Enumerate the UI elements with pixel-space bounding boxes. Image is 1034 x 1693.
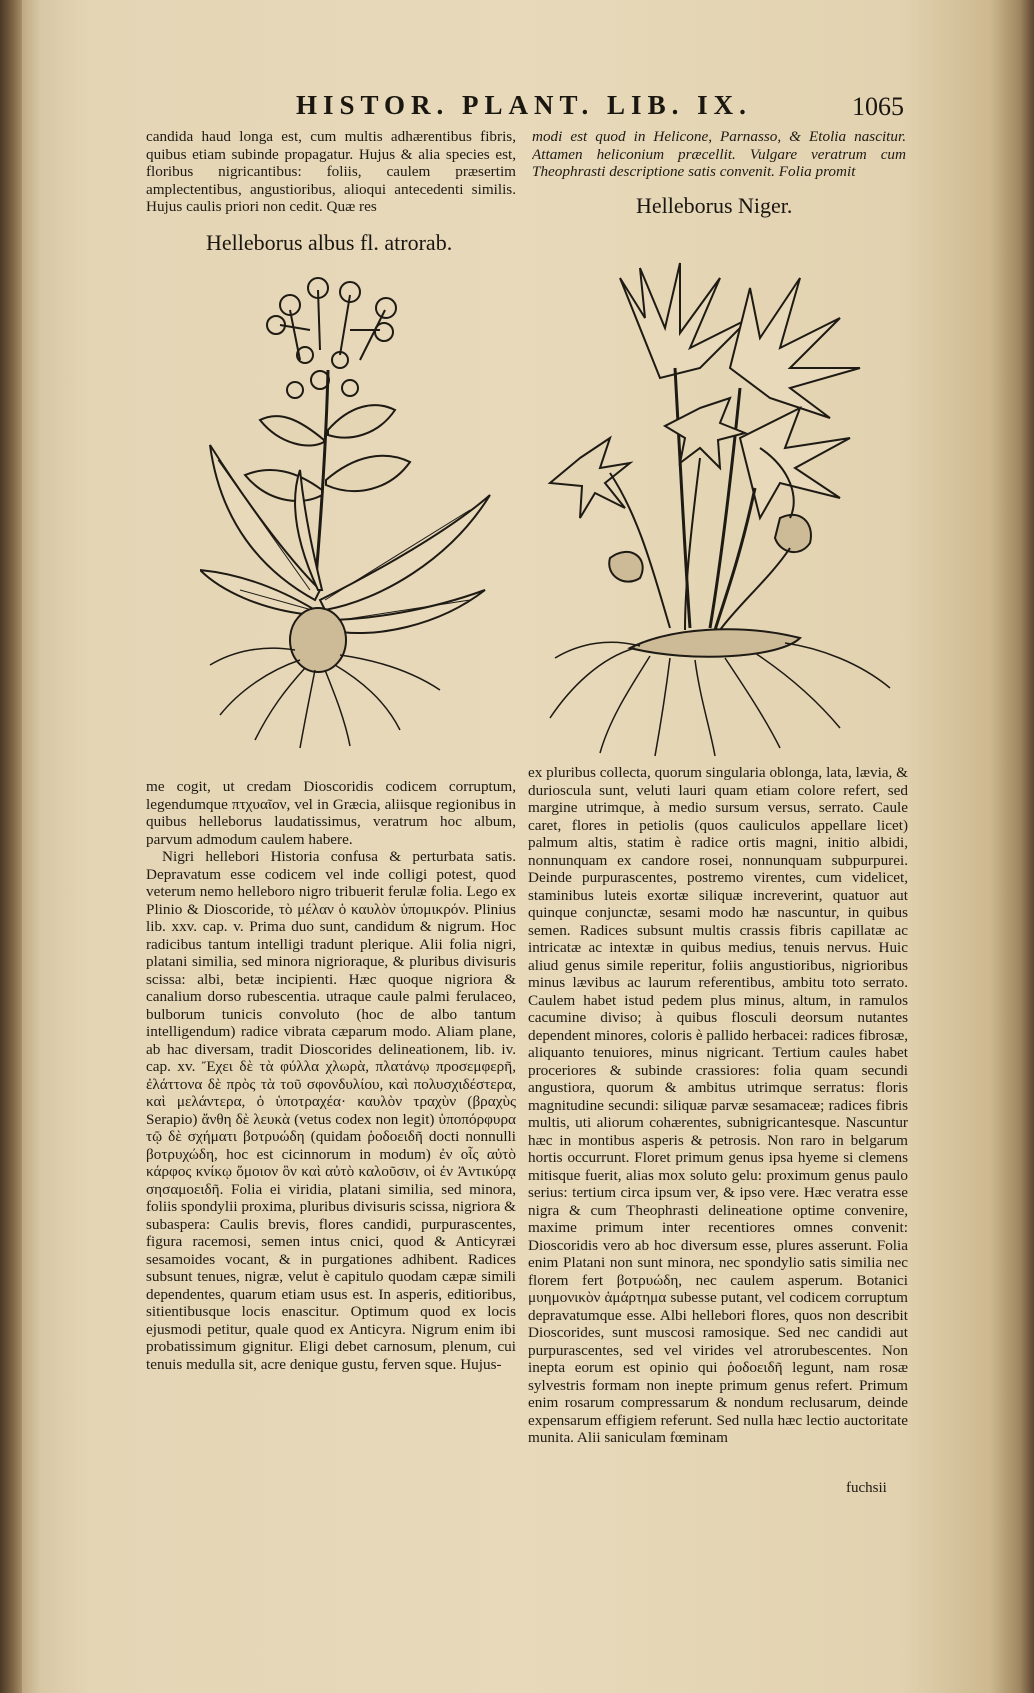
page-number: 1065 (852, 92, 904, 121)
left-top-paragraph: candida haud longa est, cum multis adhærentibus fibris, quibus etiam subinde propagatur. Hujus & alia species est, floribus nigricantibus: foliis, caulem præsertim amplectentibus, angustioribus, alioqui antecedenti similis. Hujus caulis priori non cedit. Quæ res (146, 128, 516, 215)
caption-helleborus-niger: Helleborus Niger. (636, 193, 793, 218)
right-top-text (532, 128, 906, 183)
right-paragraph: ex pluribus collecta, quorum singularia oblonga, lata, lævia, & durioscula sunt, veluti lauri quam etiam colore refert, sed margine utrimque, à medio sursum versus, serrato. Caule caret, flores in petiolis (quos cauliculos appellare licet) palmum altis, statim è radice ortis magni, initio albidi, nonnunquam ex candore rosei, nonnunquam subpurpurei. Deinde purpurascentes, postremo virentes, cum videlicet, staminibus luteis exortæ siliquæ increverint, quatuor aut quinque conjunctæ, sesami modo hæ nascuntur, in quibus semen. Radices subsunt multis crassis fibris capillatæ ac intricatæ ac intextæ in quibus medius, tenuis nervus. Huic aliud genus simile reperitur, foliis angustioribus, nigrioribus minus lævibus ac laurum referentibus, ambitu toto serrato. Caulem habet istud pedem plus minus, altum, in ramulos cacumine diviso; à quibus flosculi deorsum nutantes dependent minores, coloris è pallido herbacei: radices fibrosæ, aliquanto tenuiores, minus nigricant. Tertium caules habet proceriores & subinde crassiores: folia quam secundi angustiora, quorum & ambitus utrimque serratus: floris magnitudine secundi: siliquæ parvæ sesamaceæ; radices fibris multis, uti aliorum cohærentes, subnigricantesque. Nascuntur hæc in montibus asperis & petrosis. Non raro in belgarum hortis occurrunt. Floret primum genus ipsa hyeme si clemens mitisque fuerit, alias mox soluto gelu: proximum genus paulo serius: tertium circa ipsum ver, & ipso vere. Hæc veratra esse nigra & cum Theophrasti delineatione optime convenire, maxime primum inter recentiores omnes convenit: Dioscoridis vero ab hoc diversum esse, plures asserunt. Folia enim Platani non sunt minora, nec spondylio satis similia nec florem fert βοτρυώδη, nec caulem asperum. Botanici μυημονικὸν ἁμάρτημα subesse putant, vel codicem corruptum depravatumque esse. Albi hellebori flores, quos non describit Dioscorides, sunt muscosi ramosique. Sed nec candidi aut purpurascentes, sed vel virides vel atrorubescentes. Non inepta eorum est opinio qui ῥοδοειδῆ legunt, nam rosæ sylvestris formam non inepte primum genus refert. Primum enim rosarum compressarum & nondum reclusarum, deinde expensarum effigiem referunt. Sed nulla hæc lectio auctoritate munita. Alii saniculam fœminam (528, 764, 908, 1446)
flower-cluster (267, 278, 396, 398)
roots (550, 642, 890, 756)
right-bottom-text (528, 764, 908, 1478)
right-top-paragraph: modi est quod in Helicone, Parnasso, & Etolia nascitur. Attamen heliconium præcellit. Vulgare veratrum cum Theophrasti descriptione satis convenit. Folia promit (532, 128, 906, 180)
left-bottom-text (146, 778, 516, 1483)
running-title: HISTOR. PLANT. LIB. IX. (296, 90, 752, 120)
bulb (290, 608, 346, 672)
book-binding (0, 0, 22, 1693)
rhizome (630, 629, 800, 656)
left-top-text (146, 128, 516, 218)
left-paragraph-1: me cogit, ut credam Dioscoridis codicem corruptum, legendumque πτχυαῖον, vel in Græcia, aliisque regionibus in quibus helleborus laudatissimus, veratrum hoc album, parvum admodum caulem habere. (146, 778, 516, 848)
left-paragraph-2: Nigri hellebori Historia confusa & perturbata satis. Depravatum esse codicem vel inde colligi potest, quod veterum nemo helleboro nigro tribuerit ferulæ folia. Lego ex Plinio & Dioscoride, τὸ μέλαν ὁ καυλὸν ὑπομικρόν. Plinius lib. xxv. cap. v. Prima duo sunt, candidum & nigrum. Hoc radicibus tantum intelligi tradunt plerique. Alii folia nigri, platani similia, sed minora nigrioraque, & pluribus divisuris scissa: albi, betæ incipienti. Hæc quoque nigriora & canalium dorso rubescentia. utraque caule palmi ferulaceo, bulborum tunicis convoluto (hoc de albo tantum intelligendum) radice vibrata cæparum modo. Aliam plane, ab hac diversam, tradit Dioscorides delineationem, lib. iv. cap. xv. Ἔχει δὲ τὰ φύλλα χλωρὰ, πλατάνῳ προσεμφερῆ, ἐλάττονα δὲ πρὸς τὰ τοῦ σφονδυλίου, καὶ πολυσχιδέστερα, καὶ μελάντερα, ὁ ὑποτραχέα· καυλὸν τραχὺν (βραχὺς Serapio) ἄνθη δὲ λευκὰ (vetus codex non legit) ὑποπόρφυρα τῷ δὲ σχήματι βοτρυώδη (quidam ῥοδοειδῆ docti nonnulli βοτρυχώδη, hoc est cicinnorum in modum) ἐν οἷς αὐτὸ κάρφος κνίκῳ ὅμοιον ὃν καὶ αὐτὸ καλοῦσιν, οἱ ἐν Ἀντικύρᾳ σησαμοειδῆ. Folia ei viridia, platani similia, sed minora, foliis spondylii proxima, pluribus divisuris scissa, nigriora & subaspera: Caulis brevis, flores candidi, purpurascentes, figura racemosi, semen intus cnici, quod & Anticyræi sesamoides vocant, & in purgationes adhibent. Radices subsunt tenues, nigræ, velut è capitulo quodam cæpæ simili dependentes, quarum etiam usus est. In asperis, editioribus, sitientibusque locis enascitur. Optimum quod ex locis ejusmodi petitur, quale quod ex Anticyra. Nigrum enim ibi probatissimum gignitur. Eligi debet carnosum, plenum, cui tenuis medulla sit, acre denique gustu, ferven sque. Hujus- (146, 848, 516, 1373)
catchword: fuchsii (846, 1480, 887, 1496)
helleborus-niger-woodcut (540, 258, 900, 758)
caption-helleborus-albus: Helleborus albus fl. atrorab. (206, 230, 453, 255)
helleborus-albus-woodcut (200, 270, 500, 750)
